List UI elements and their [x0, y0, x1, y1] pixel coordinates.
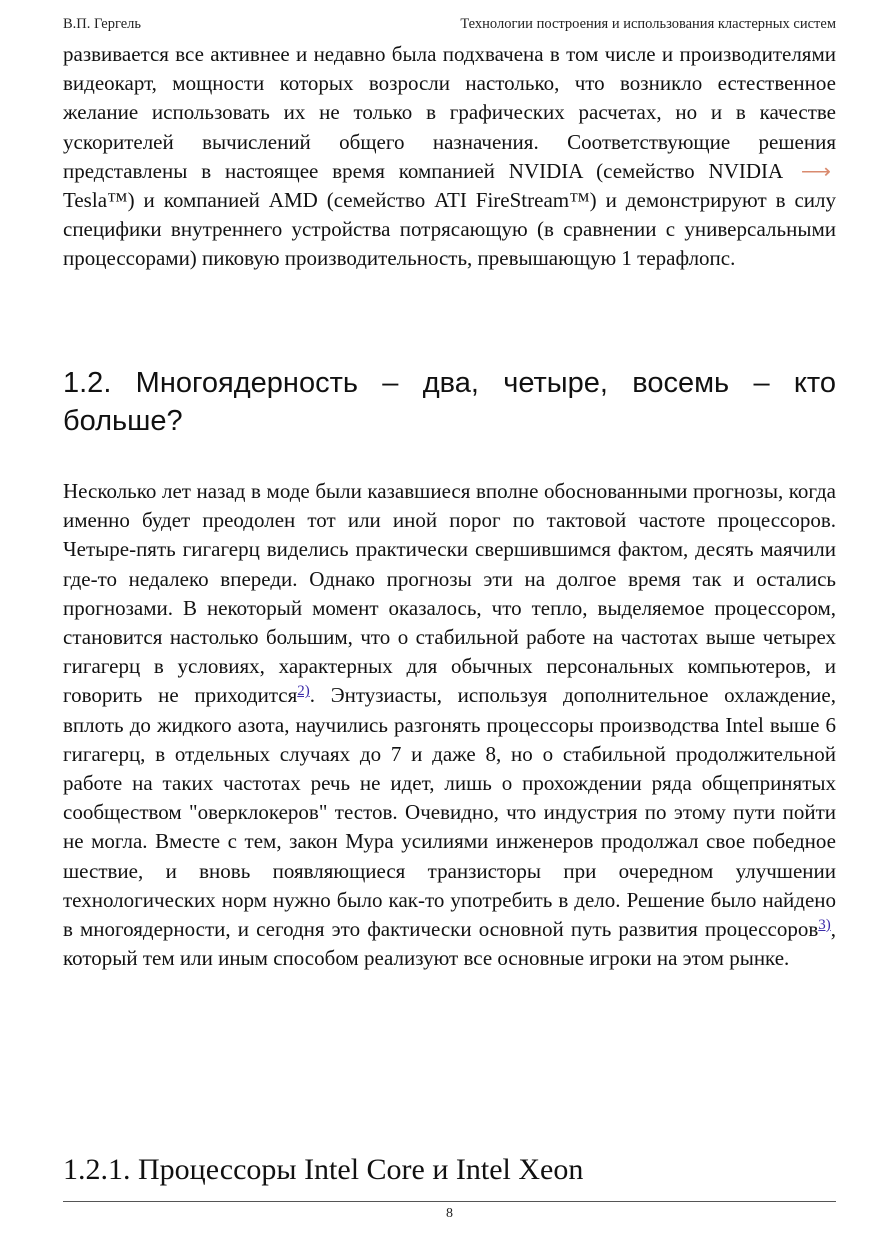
- running-header: [63, 16, 836, 36]
- paragraph-2-text-c: , который тем или иным способом реализуют все основные игроки на этом рынке.: [63, 917, 836, 971]
- arrow-icon: ⟶: [800, 158, 831, 183]
- paragraph-1-text-a: развивается все активнее и недавно была подхвачена в том числе и производителями видеокарт, мощности которых возросли настолько, что возникло естественное желание использовать их не только в графических расчетах, но и в качестве ускорителей вычислений общего назначения. Соответствующие решения представлены в настоящее время компанией NVIDIA (семейство NVIDIA: [63, 42, 836, 183]
- footnote-link-2[interactable]: 2): [297, 683, 310, 700]
- paragraph-2-text-b: . Энтузиасты, используя дополнительное охлаждение, вплоть до жидкого азота, научились разгонять процессоры производства Intel выше 6 гигагерц, в отдельных случаях до 7 и даже 8, но о стабильной продолжительной работе на таких частотах речь не идет, лишь о прохождении ряда общепринятых сообществом "оверклокеров" тестов. Очевидно, что индустрия по этому пути пойти не могла. Вместе с тем, закон Мура усилиями инженеров продолжал свое победное шествие, и вновь появляющиеся транзисторы при очередном улучшении технологических норм нужно было как-то употребить в дело. Решение было найдено в многоядерности, и сегодня это фактически основной путь развития процессоров: [63, 683, 836, 942]
- paragraph-1-text-b: Tesla™) и компанией AMD (семейство ATI FireStream™) и демонстрируют в силу специфики внутреннего устройства потрясающую (в сравнении с универсальными процессорами) пиковую производительность, превышающую 1 терафлопс.: [63, 188, 836, 271]
- document-page: [63, 0, 836, 1241]
- header-book-title: Технологии построения и использования кластерных систем: [460, 16, 836, 32]
- paragraph-clock-frequency: [63, 477, 836, 973]
- header-author: В.П. Гергель: [63, 16, 142, 32]
- footer-divider: [63, 1201, 836, 1202]
- footnote-link-3[interactable]: 3): [818, 917, 831, 934]
- subsection-heading-intel: 1.2.1. Процессоры Intel Core и Intel Xeon: [63, 1153, 584, 1186]
- paragraph-2-text-a: Несколько лет назад в моде были казавшиеся вполне обоснованными прогнозы, когда именно будет преодолен тот или иной порог по тактовой частоте процессоров. Четыре-пять гигагерц виделись практически свершившимся фактом, десять маячили где-то недалеко впереди. Однако прогнозы эти на долгое время так и остались прогнозами. В некоторый момент оказалось, что тепло, выделяемое процессором, становится настолько большим, что о стабильной работе на частотах выше четырех гигагерц в условиях, характерных для обычных персональных компьютеров, и говорить не приходится: [63, 479, 836, 708]
- section-heading-multicore: 1.2. Многоядерность – два, четыре, восемь – кто больше?: [63, 367, 836, 437]
- paragraph-gpu-accelerators: [63, 40, 836, 274]
- page-number: 8: [446, 1206, 453, 1221]
